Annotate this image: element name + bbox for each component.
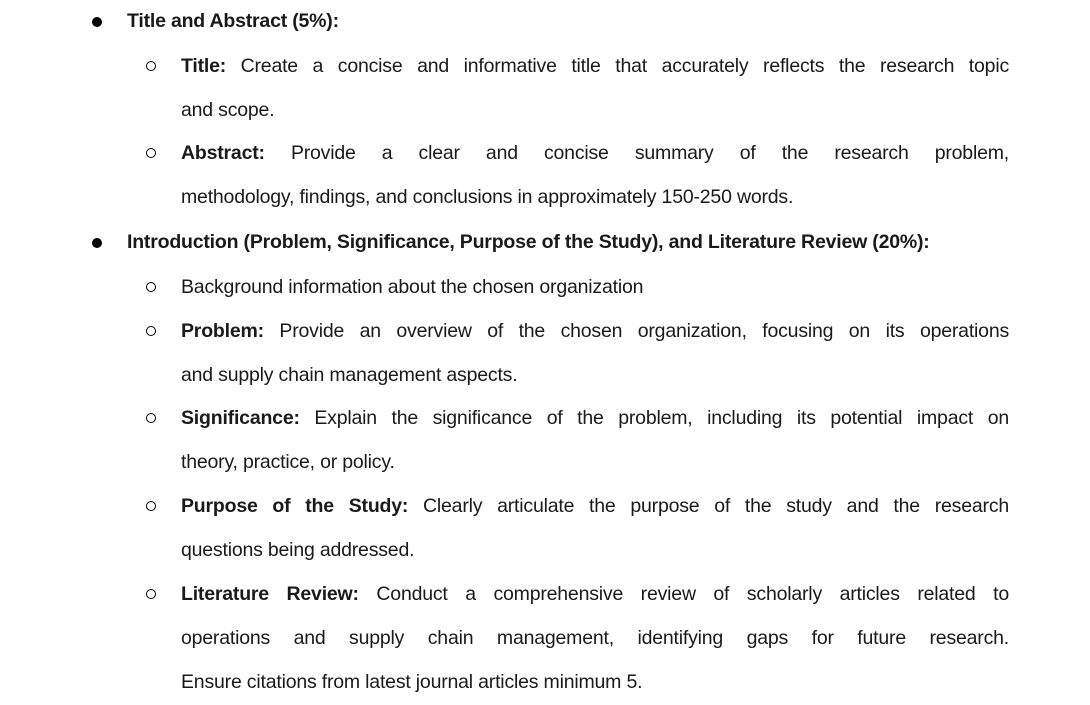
item-term: Problem:: [181, 320, 264, 342]
circle-bullet-icon: [146, 61, 156, 71]
circle-bullet-icon: [146, 148, 156, 158]
circle-bullet-icon: [146, 501, 156, 511]
item-text: Provide a clear and concise summary of the research problem,: [290, 142, 1009, 164]
item-text: Background information about the chosen organization: [181, 276, 644, 298]
item-term: Literature Review:: [181, 583, 359, 605]
circle-bullet-icon: [146, 413, 156, 423]
item-term: Abstract:: [181, 142, 265, 164]
item-text: Explain the significance of the problem, including its potential impact on: [314, 407, 1009, 429]
item-text: Provide an overview of the chosen organization, focusing on its operations: [279, 320, 1010, 342]
item-text: Clearly articulate the purpose of the study and the research: [423, 495, 1010, 517]
item-text: Create a concise and informative title that accurately reflects the research topic: [240, 55, 1009, 77]
item-text: theory, practice, or policy.: [181, 451, 395, 473]
item-term: Title:: [181, 55, 227, 77]
item-text: methodology, findings, and conclusions in approximately 150-250 words.: [181, 186, 794, 208]
item-term: Significance:: [181, 407, 300, 429]
circle-bullet-icon: [146, 589, 156, 599]
item-text: and supply chain management aspects.: [181, 364, 518, 386]
item-text: operations and supply chain management, identifying gaps for future research.: [181, 627, 1009, 649]
bullet-icon: [92, 17, 102, 27]
circle-bullet-icon: [146, 282, 156, 292]
section-heading: Title and Abstract (5%):: [127, 10, 339, 32]
item-text: Ensure citations from latest journal articles minimum 5.: [181, 671, 643, 693]
bullet-icon: [92, 238, 102, 248]
circle-bullet-icon: [146, 326, 156, 336]
item-text: questions being addressed.: [181, 539, 415, 561]
section-heading: Introduction (Problem, Significance, Purpose of the Study), and Literature Review (20%):: [127, 231, 930, 253]
item-text: and scope.: [181, 99, 275, 121]
item-term: Purpose of the Study:: [181, 495, 409, 517]
item-text: Conduct a comprehensive review of scholarly articles related to: [376, 583, 1009, 605]
